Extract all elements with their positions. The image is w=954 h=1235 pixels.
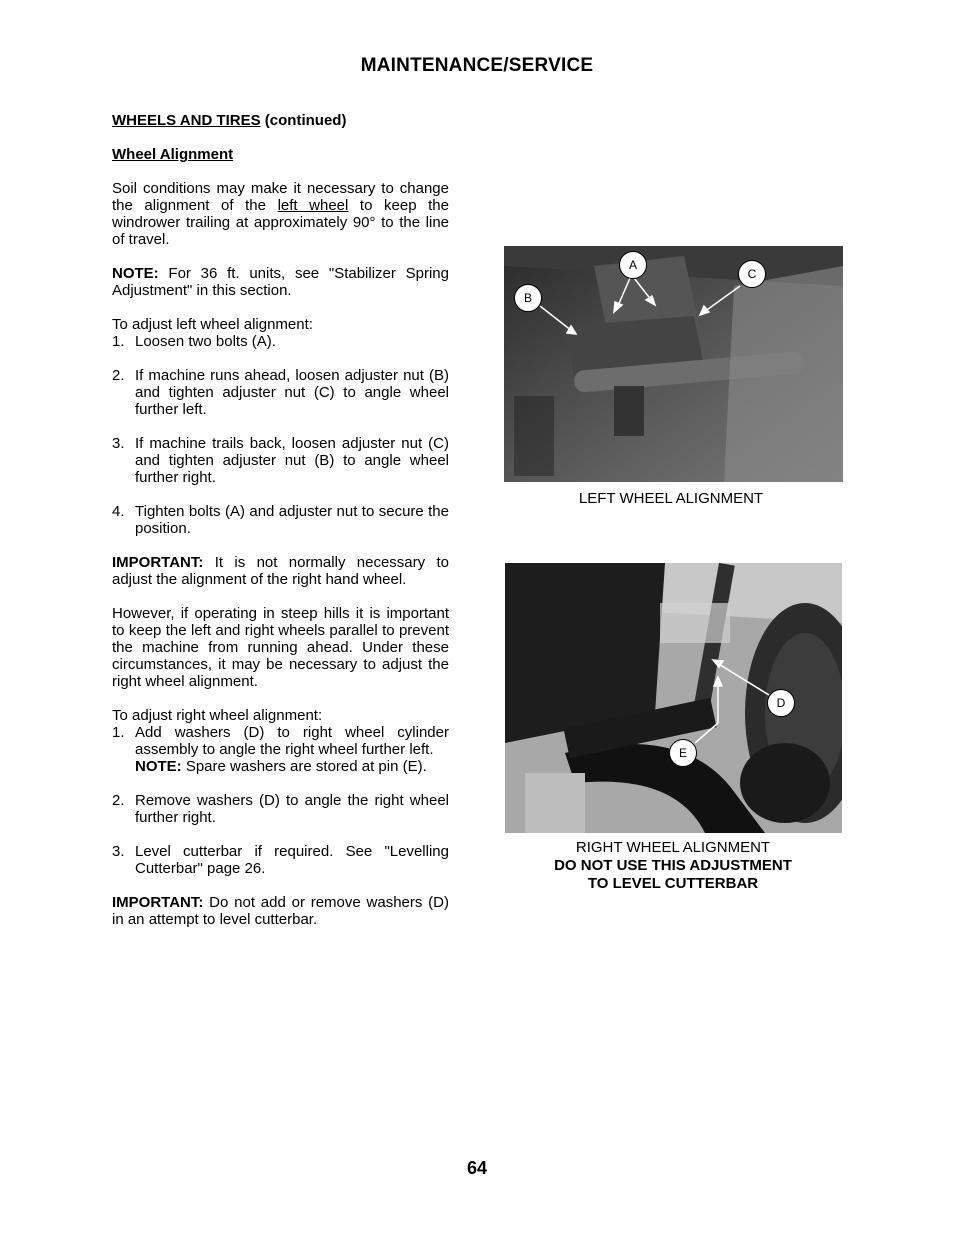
step-number: 3. <box>112 843 125 860</box>
intro-text-1: Soil conditions may make it necessary to change the alignment of the <box>112 180 449 214</box>
step-number: 1. <box>112 724 125 741</box>
step-note-text: Spare washers are stored at pin (E). <box>181 758 427 775</box>
important-text: Do not add or remove washers (D) in an attempt to level cutterbar. <box>112 894 449 928</box>
callout-b: B <box>514 284 542 312</box>
important-label: IMPORTANT: <box>112 554 204 571</box>
right-wheel-caption <box>505 839 841 893</box>
right-wheel-caption-title: RIGHT WHEEL ALIGNMENT <box>575 839 771 856</box>
important-text: It is not normally necessary to adjust the alignment of the right hand wheel. <box>112 554 449 588</box>
step-number: 3. <box>112 435 125 452</box>
step-body: Add washers (D) to right wheel cylinder assembly to angle the right wheel further left. <box>135 724 449 758</box>
hills-paragraph: However, if operating in steep hills it is important to keep the left and right wheels parallel to prevent the machine from running ahead. Under these circumstances, it may be necessary to adjust the right wheel alignment. <box>112 605 449 690</box>
left-step-4 <box>112 503 449 537</box>
callout-c: C <box>738 260 766 288</box>
left-step-3 <box>112 435 449 486</box>
right-wheel-alignment-photo <box>505 563 842 833</box>
step-number: 4. <box>112 503 125 520</box>
right-procedure-lead: To adjust right wheel alignment: <box>112 707 323 724</box>
caption-warning-line-2: TO LEVEL CUTTERBAR <box>587 875 759 892</box>
left-step-1 <box>112 333 449 350</box>
note-text: For 36 ft. units, see "Stabilizer Spring Adjustment" in this section. <box>112 265 449 299</box>
left-wheel-caption: LEFT WHEEL ALIGNMENT <box>578 490 764 507</box>
right-step-1 <box>112 724 449 775</box>
important-paragraph-2 <box>112 894 449 928</box>
left-wheel-alignment-photo <box>504 246 843 482</box>
important-paragraph-1 <box>112 554 449 588</box>
callout-d: D <box>767 689 795 717</box>
left-wheel-reference: left wheel <box>277 197 349 214</box>
section-heading-underlined: WHEELS AND TIRES <box>112 112 261 129</box>
section-heading <box>112 112 449 129</box>
left-step-2 <box>112 367 449 418</box>
intro-paragraph <box>112 180 449 248</box>
step-text: Tighten bolts (A) and adjuster nut to secure the position. <box>135 503 449 537</box>
step-text: If machine runs ahead, loosen adjuster nut (B) and tighten adjuster nut (C) to angle wheel further left. <box>135 367 449 418</box>
step-text <box>135 724 449 775</box>
page-title: MAINTENANCE/SERVICE <box>360 55 594 76</box>
intro-text-2: to keep the windrower trailing at approximately 90° to the line of travel. <box>112 197 449 248</box>
caption-warning-line-1: DO NOT USE THIS ADJUSTMENT <box>554 857 792 874</box>
right-step-2 <box>112 792 449 826</box>
left-procedure-lead: To adjust left wheel alignment: <box>112 316 313 333</box>
page-number: 64 <box>466 1158 488 1178</box>
step-note-label: NOTE: <box>135 758 182 775</box>
callout-a: A <box>619 251 647 279</box>
step-text: Loosen two bolts (A). <box>135 333 276 350</box>
section-heading-rest: (continued) <box>260 112 347 129</box>
step-text: Remove washers (D) to angle the right wheel further right. <box>135 792 449 826</box>
step-number: 2. <box>112 792 125 809</box>
step-number: 2. <box>112 367 125 384</box>
right-step-3 <box>112 843 449 877</box>
step-text: If machine trails back, loosen adjuster nut (C) and tighten adjuster nut (B) to angle wheel further right. <box>135 435 449 486</box>
step-number: 1. <box>112 333 125 350</box>
callout-e: E <box>669 739 697 767</box>
step-text: Level cutterbar if required. See "Levelling Cutterbar" page 26. <box>135 843 449 877</box>
subheading: Wheel Alignment <box>112 146 234 163</box>
important-label: IMPORTANT: <box>112 894 204 911</box>
left-column <box>112 112 449 928</box>
note-paragraph <box>112 265 449 299</box>
note-label: NOTE: <box>112 265 159 282</box>
